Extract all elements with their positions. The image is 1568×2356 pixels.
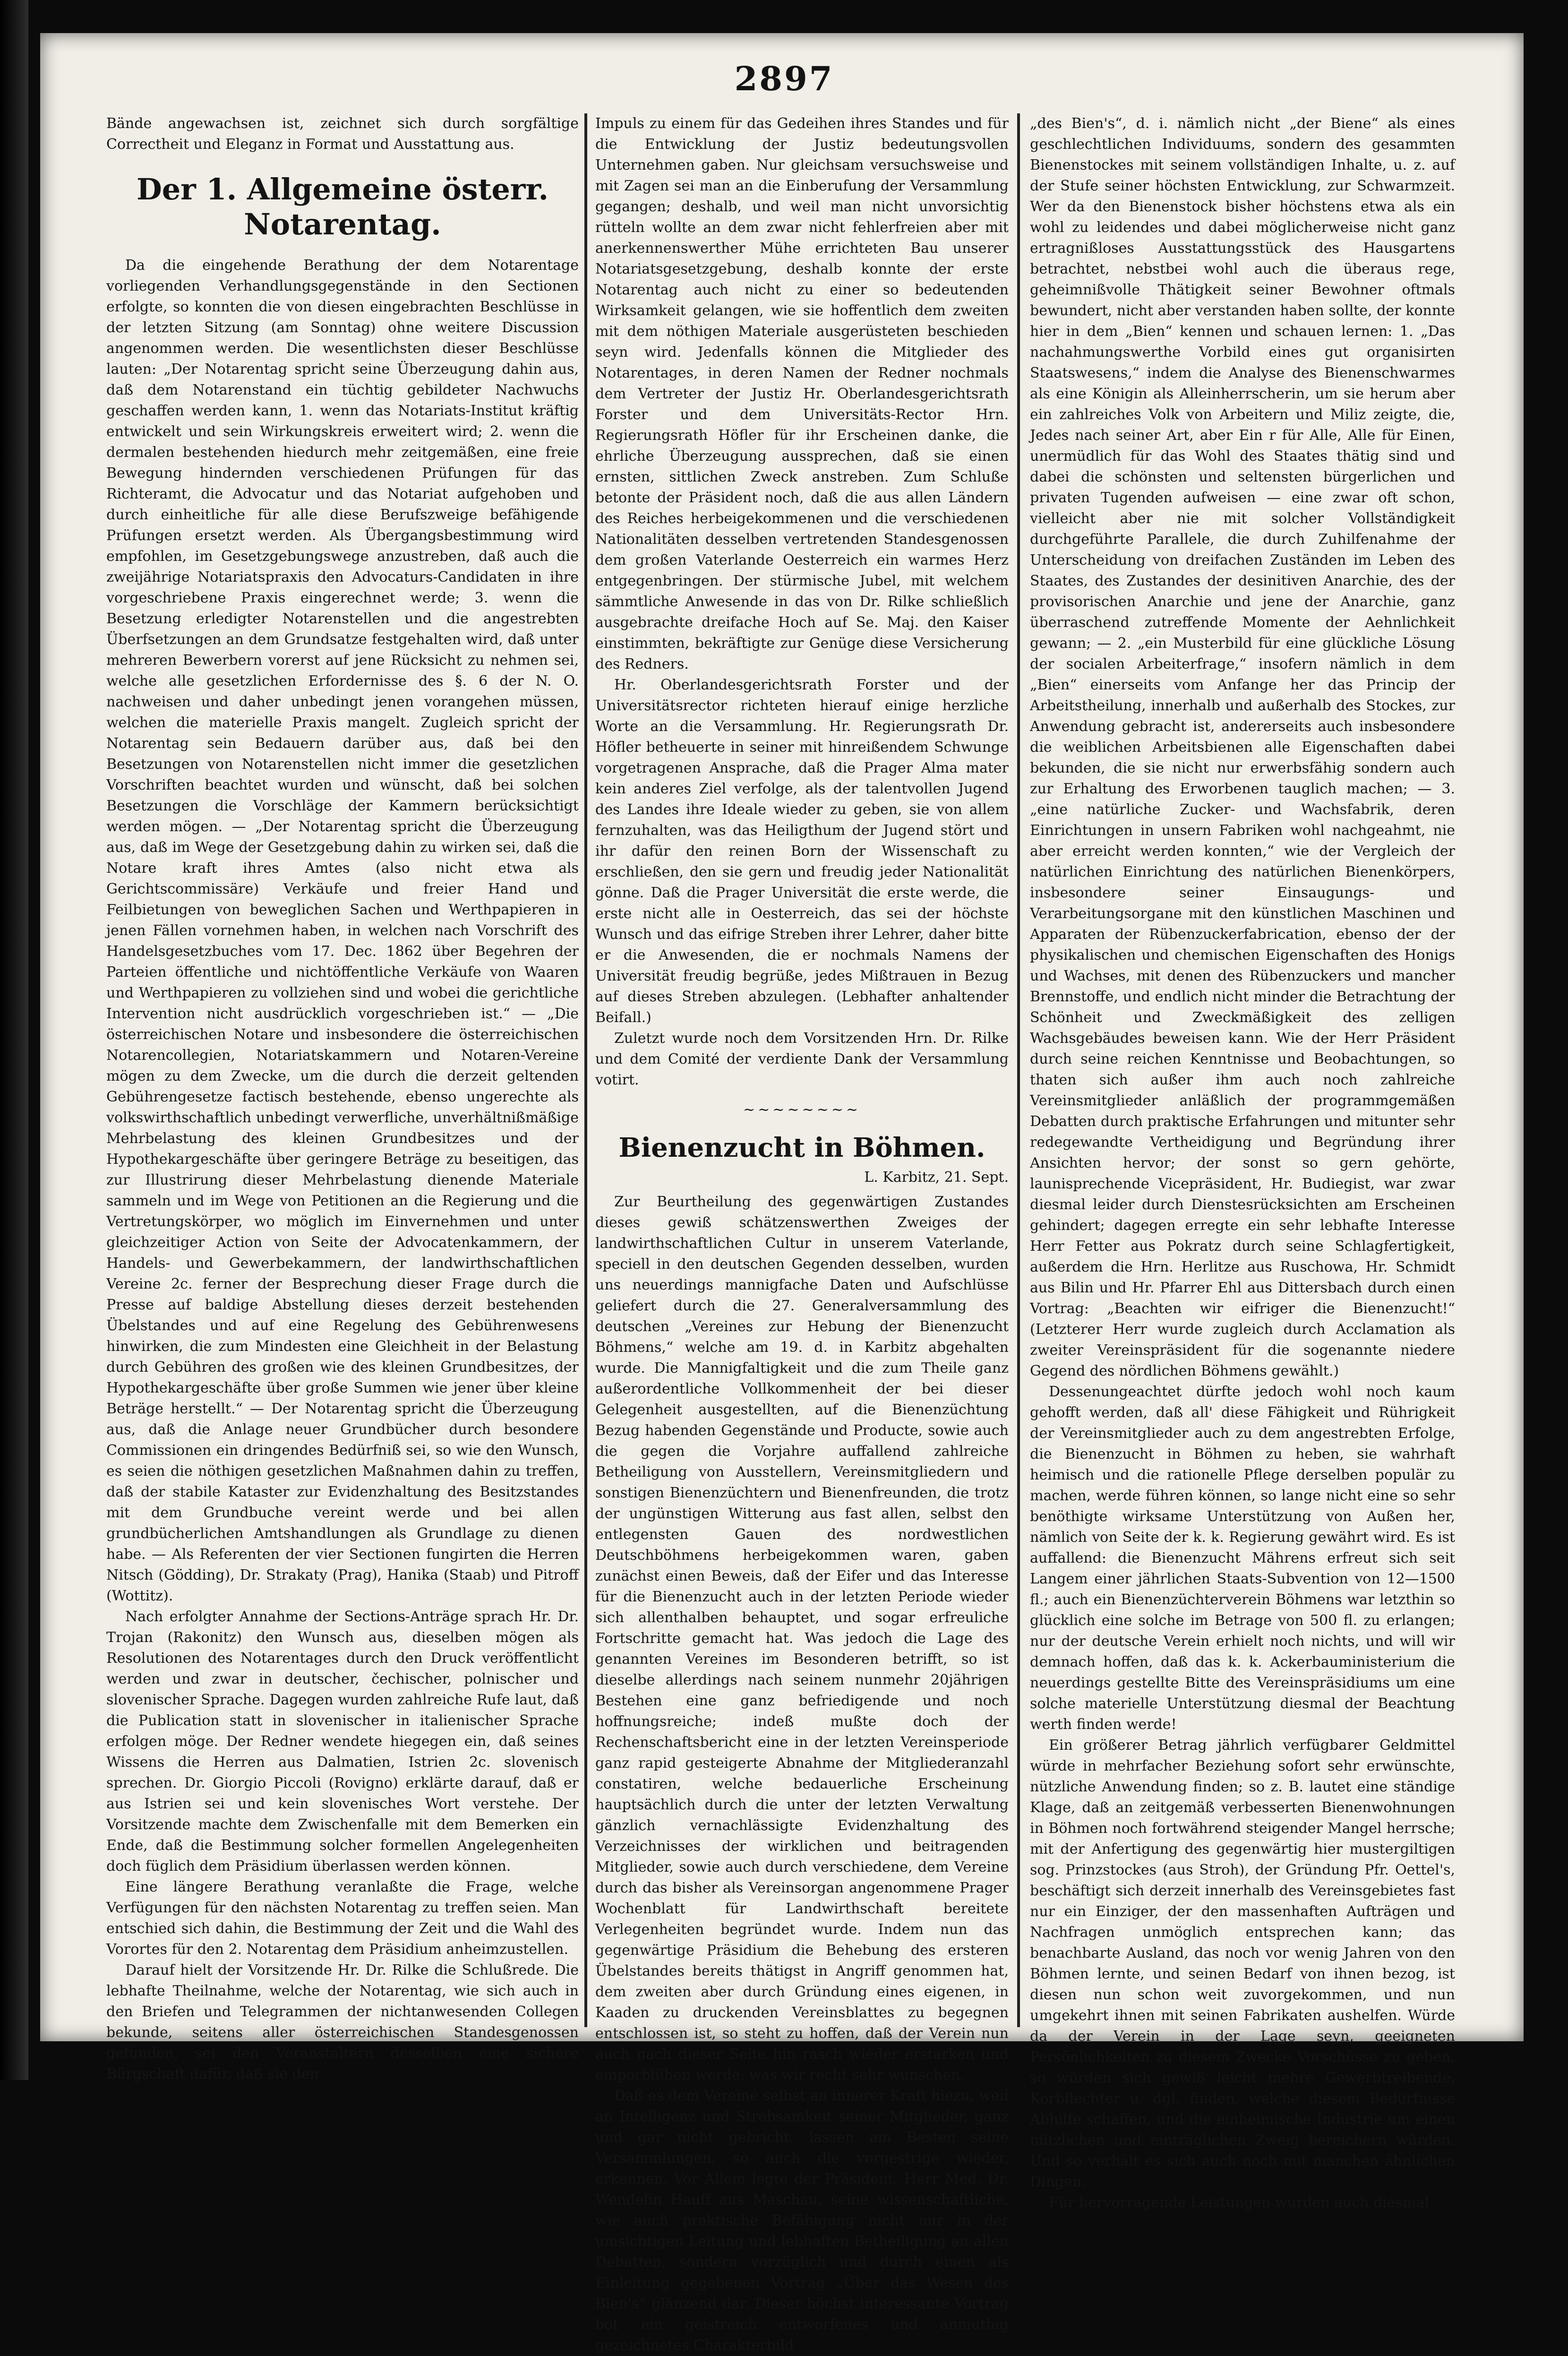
paragraph: Da die eingehende Berathung der dem Notarentage vorliegenden Verhandlungsgegenstände in den Sectionen erfolgte, so konnten die von diesen eingebrachten Beschlüsse in der letzten Sitzung (am Sonntag) ohne weitere Discussion angenommen werden. Die wesentlichsten dieser Beschlüsse lauten: „Der Notarentag spricht seine Überzeugung dahin aus, daß dem Notarenstand ein tüchtig gebildeter Nachwuchs geschaffen werden kann, 1. wenn das Notariats-Institut kräftig entwickelt und sein Wirkungskreis erweitert wird; 2. wenn die dermalen bestehenden hiedurch mehr zeitgemäßen, eine freie Bewegung hindernden verschiedenen Prüfungen für das Richteramt, die Advocatur und das Notariat aufgehoben und durch einheitliche für alle diese Berufszweige befähigende Prüfungen ersetzt werden. Als Übergangsbestimmung wird empfohlen, im Gesetzgebungswege anzustreben, daß auch die zweijährige Notariatspraxis den Advocaturs-Candidaten in ihre vorgeschriebene Praxis eingerechnet werde; 3. wenn die Besetzung erledigter Notarenstellen und die angestrebten Überfsetzungen an dem Grundsatze festgehalten wird, daß unter mehreren Bewerbern vorerst auf jene Rücksicht zu nehmen sei, welche alle gesetzlichen Erfordernisse des §. 6 der N. O. nachweisen und daher unbedingt jenen vorangehen müssen, welchen die materielle Praxis mangelt. Zugleich spricht der Notarentag sein Bedauern darüber aus, daß bei den Besetzungen von Notarenstellen nicht immer die gesetzlichen Vorschriften beachtet wurden und wünscht, daß bei solchen Besetzungen die Vorschläge der Kammern berücksichtigt werden mögen. — „Der Notarentag spricht die Überzeugung aus, daß im Wege der Gesetzgebung dahin zu wirken sei, daß die Notare kraft ihres Amtes (also nicht etwa als Gerichtscommissäre) Verkäufe und freier Hand und Feilbietungen von beweglichen Sachen und Werthpapieren in jenen Fällen vornehmen haben, in welchen nach Vorschrift des Handelsgesetzbuches vom 17. Dec. 1862 über Begehren der Parteien öffentliche und nichtöffentliche Verkäufe von Waaren und Werthpapieren zu vollziehen sind und wobei die gerichtliche Intervention nicht ausdrücklich vorgeschrieben ist.“ — „Die österreichischen Notare und insbesondere die österreichischen Notarencollegien, Notariatskammern und Notaren-Vereine mögen zu dem Zwecke, um die durch die derzeit geltenden Gebührengesetze factisch bestehende, ebenso ungerechte als volkswirthschaftlich unbedingt verwerfliche, unverhältnißmäßige Mehrbelastung des kleinen Grundbesitzes und der Hypothekargeschäfte über geringere Beträge zu beseitigen, das zur Illustrirung dieser Mehrbelastung dienende Materiale sammeln und im Wege von Petitionen an die Regierung und die Vertretungskörper, wo möglich im Einvernehmen und unter gleichzeitiger Action von Seite der Advocatenkammern, der Handels- und Gewerbekammern, der landwirthschaftlichen Vereine 2c. ferner der Besprechung dieser Frage durch die Presse auf baldige Abstellung dieses derzeit bestehenden Übelstandes und auf eine Regelung des Gebührenwesens hinwirken, die zum Mindesten eine Gleichheit in der Belastung durch Gebühren des großen wie des kleinen Grundbesitzes, der Hypothekargeschäfte über große Summen wie jener über kleine Beträge herstellt.“ — Der Notarentag spricht die Überzeugung aus, daß die Anlage neuer Grundbücher durch besondere Commissionen ein dringendes Bedürfniß sei, so wie den Wunsch, es seien die nöthigen gesetzlichen Maßnahmen dahin zu treffen, daß der stabile Kataster zur Evidenzhaltung des Besitzstandes mit dem Grundbuche vereint werde und bei allen grundbücherlichen Amtshandlungen als Grundlage zu dienen habe. — Als Referenten der vier Sectionen fungirten die Herren Nitsch (Gödding), Dr. Strakaty (Prag), Hanika (Staab) und Pitroff (Wottitz). — [106, 257, 579, 1604]
paragraph: Hr. Oberlandesgerichtsrath Forster und der Universitätsrector richteten hierauf einige herzliche Worte an die Versammlung. Hr. Regierungsrath Dr. Höfler betheuerte in seiner mit hinreißendem Schwunge vorgetragenen Ansprache, daß die Prager Alma mater kein anderes Ziel verfolge, als der talentvollen Jugend des Landes ihre Ideale wieder zu geben, sie von allem fernzuhalten, was das Heiligthum der Jugend stört und ihr dafür den reinen Born der Wissenschaft zu erschließen, den sie gern und freudig jeder Nationalität gönne. Daß die Prager Universität die erste werde, die erste nicht alle in Oesterreich, das sei der höchste Wunsch und das eifrige Streben ihrer Lehrer, daher bitte er die Anwesenden, die er nochmals Namens der Universität freudig begrüße, jedes Mißtrauen in Bezug auf dieses Streben abzulegen. (Lebhafter anhaltender Beifall.) — [595, 677, 1009, 1026]
paragraph: Dessenungeachtet dürfte jedoch wohl noch kaum gehofft werden, daß all' diese Fähigkeit und Rührigkeit der Vereinsmitglieder auch zu dem angestrebten Erfolge, die Bienenzucht in Böhmen zu heben, sie wahrhaft heimisch und die rationelle Pflege derselben populär zu machen, werde führen können, so lange nicht eine so sehr benöthigte wirksame Unterstützung von Außen her, nämlich von Seite der k. k. Regierung gewährt wird. Es ist auffallend: die Bienenzucht Mährens erfreut sich seit Langem einer jährlichen Staats-Subvention von 12—1500 fl.; auch ein Bienenzüchterverein Böhmens war letzthin so glücklich eine solche im Betrage von 500 fl. zu erlangen; nur der deutsche Verein erhielt noch nichts, und will wir demnach hoffen, daß das k. k. Ackerbauministerium die neuerdings gestellte Bitte des Vereinspräsidiums um eine solche materielle Unterstützung diesmal der Beachtung werth finden werde! — [1030, 1384, 1455, 1733]
article-heading: Bienenzucht in Böhmen. — [618, 1132, 985, 1163]
column-left — [106, 113, 579, 2082]
paragraph: Zur Beurtheilung des gegenwärtigen Zustandes dieses gewiß schätzenswerthen Zweiges der landwirthschaftlichen Cultur in unserem Vaterlande, speciell in den deutschen Gegenden desselben, wurden uns neuerdings mannigfache Daten und Aufschlüsse geliefert durch die 27. Generalversammlung des deutschen „Vereines zur Hebung der Bienenzucht Böhmens,“ welche am 19. d. in Karbitz abgehalten wurde. Die Mannigfaltigkeit und die zum Theile ganz außerordentliche Vollkommenheit der bei dieser Gelegenheit ausgestellten, auf die Bienenzüchtung Bezug habenden Gegenstände und Producte, sowie auch die gegen die Vorjahre auffallend zahlreiche Betheiligung von Ausstellern, Vereinsmitgliedern und sonstigen Bienenzüchtern und Bienenfreunden, die trotz der ungünstigen Witterung aus fast allen, selbst den entlegensten Gauen des nordwestlichen Deutschböhmens herbeigekommen waren, gaben zunächst einen Beweis, daß der Eifer und das Interesse für die Bienenzucht auch in der letzten Periode wieder sich allenthalben behauptet, und sogar erfreuliche Fortschritte gemacht hat. Was jedoch die Lage des genannten Vereines im Besonderen betrifft, so ist dieselbe allerdings nach seinem nunmehr 20jährigen Bestehen eine ganz befriedigende und noch hoffnungsreiche; indeß mußte doch der Rechenschaftsbericht eine in der letzten Vereinsperiode ganz rapid gesteigerte Abnahme der Mitgliederanzahl constatiren, welche bedauerliche Erscheinung hauptsächlich durch die unter der letzten Verwaltung gänzlich vernachlässigte Evidenzhaltung des Verzeichnisses der wirklichen und beitragenden Mitglieder, sowie auch durch verschiedene, dem Vereine durch das bisher als Vereinsorgan angenommene Prager Wochenblatt für Landwirthschaft bereitete Verlegenheiten begründet wurde. Indem nun das gegenwärtige Präsidium die Behebung des ersteren Übelstandes bereits thätigst in Angriff genommen hat, dem zweiten aber durch Gründung eines eigenen, in Kaaden zu druckenden Vereinsblattes zu begegnen entschlossen ist, so steht zu hoffen, daß der Verein nun auch nach dieser Seite hin rasch wieder erstarken und emporblühen werde, was wir recht sehr wünschen. — [595, 1194, 1009, 2083]
paragraph: „des Bien's“, d. i. nämlich nicht „der Biene“ als eines geschlechtlichen Individuums, sondern des gesammten Bienenstockes mit seinem vollständigen Inhalte, u. z. auf der Stufe seiner höchsten Entwicklung, zur Schwarmzeit. Wer da den Bienenstock bisher höchstens etwa als ein wohl zu leidendes und dabei möglicherweise nicht ganz ertragnißloses Ausstattungsstück des Hausgartens betrachtet, nebstbei wohl auch die überaus rege, geheimnißvolle Thätigkeit seiner Bewohner oftmals bewundert, nicht aber verstanden haben sollte, der konnte hier in dem „Bien“ kennen und schauen lernen: 1. „Das nachahmungswerthe Vorbild eines gut organisirten Staatswesens,“ indem die Analyse des Bienenschwarmes als eine Königin als Alleinherrscherin, um sie herum aber ein zahlreiches Volk von Arbeitern und Miliz zeigte, die, Jedes nach seiner Art, aber Ein r für Alle, Alle für Einen, unermüdlich für das Wohl des Staates thätig sind und dabei die schönsten und seltensten bürgerlichen und privaten Tugenden aufweisen — eine zwar oft schon, vielleicht aber nie mit solcher Vollständigkeit durchgeführte Parallele, die durch Zuhilfenahme der Unterscheidung von dreifachen Zuständen im Leben des Staates, des Zustandes der desinitiven Anarchie, des der provisorischen Anarchie und jene der Anarchie, ganz überraschend zutreffende Momente der Aehnlichkeit gewann; — 2. „ein Musterbild für eine glückliche Lösung der socialen Arbeiterfrage,“ insofern nämlich in dem „Bien“ einerseits vom Anfange her das Princip der Arbeitstheilung, innerhalb und außerhalb des Stockes, zur Anwendung gebracht ist, andererseits auch insbesondere die weiblichen Arbeitsbienen alle Eigenschaften dabei bekunden, die sie nicht nur erwerbsfähig sondern auch zur Erhaltung des Erworbenen tauglich machen; — 3. „eine natürliche Zucker- und Wachsfabrik, deren Einrichtungen in unsern Fabriken wohl nachgeahmt, nie aber erreicht werden konnten,“ wie der Vergleich der natürlichen Einrichtung des natürlichen Bienenkörpers, insbesondere seiner Einsaugungs- und Verarbeitungsorgane mit den künstlichen Maschinen und Apparaten der Rübenzuckerfabrication, ebenso der der physikalischen und chemischen Eigenschaften des Honigs und Wachses, mit denen des Rübenzuckers und mancher Brennstoffe, und endlich nicht minder die Betrachtung der Schönheit und Zweckmäßigkeit des zelligen Wachsgebäudes beweisen kann. Wie der Herr Präsident durch seine reichen Kenntnisse und Beobachtungen, so thaten sich außer ihm auch noch zahlreiche Vereinsmitglieder anläßlich der programmgemäßen Debatten durch praktische Erfahrungen und mitunter sehr redegewandte Vertheidigung und Begründung ihrer Ansichten hervor; der sonst so gern gehörte, launisprechende Vicepräsident, Hr. Budiegist, war zwar diesmal leider durch Dienstesrücksichten am Erscheinen gehindert; dagegen erregte ein sehr lebhafte Interesse Herr Fetter aus Pokratz durch seine Schlagfertigkeit, außerdem die Hrn. Herlitze aus Ruschowa, Hr. Schmidt aus Bilin und Hr. Pfarrer Ehl aus Dittersbach durch einen Vortrag: „Beachten wir eifriger die Bienenzucht!“ (Letzterer Herr wurde zugleich durch Acclamation als zweiter Vereinspräsident für die sogenannte niedere Gegend des nördlichen Böhmens gewählt.) — [1030, 115, 1455, 1379]
paragraph: Ein größerer Betrag jährlich verfügbarer Geldmittel würde in mehrfacher Beziehung sofort sehr erwünschte, nützliche Anwendung finden; so z. B. lautet eine ständige Klage, daß an zeitgemäß verbesserten Bienenwohnungen in Böhmen noch fortwährend steigender Mangel herrsche; mit der Anfertigung des gegenwärtig hier mustergiltigen sog. Prinzstockes (aus Stroh), der Gründung Pfr. Oettel's, beschäftigt sich derzeit innerhalb des Vereinsgebietes fast nur ein Einziger, der den massenhaften Aufträgen und Nachfragen unmöglich entsprechen kann; das benachbarte Ausland, das noch vor wenig Jahren von den Böhmen lernte, und seinen Bedarf von ihnen bezog, ist diesen nun schon weit zuvorgekommen, und nun umgekehrt ihnen mit seinen Fabrikaten aushelfen. Würde da der Verein in der Lage seyn, geeigneten Persönlichkeiten zu diesem Zwecke Vorschüsse zu geben, so würden sich gewiß leicht mehre Gewerbtreibende, Korbflechter u. dgl. finden, welche diesem Bedürfnisse Abhilfe schaffen, und die einheimische Industrie um einen nützlichen und einträglichen Zweig bereichern würden. Und so verhält es sich auch noch mit manchen ähnlichen Dingen. — [1030, 1737, 1455, 2190]
dateline: L. Karbitz, 21. Sept. — [864, 1169, 1009, 1186]
column-middle — [595, 113, 1009, 2354]
column-rule — [1017, 113, 1020, 2027]
column-right — [1030, 113, 1455, 2211]
paragraph: Daß es dem Vereine selbst an innerer Kraft hiezu, weil an Intelligenz und Strebsamkeit seiner Mitglieder, ganz und gar nicht gebricht, lassen am Besten seine Versammlungen, so auch die vorgestrige wieder, erkennen. Vor Allem legte der Präsident, Herr Med. Dr. Wendelin Hauff aus Maschau, seine wissenschaftliche, wie auch praktische Befähigung nicht nur in der umsichtigen Leitung und lebhaften Betheiligung an allen Debatten, sondern vorzüglich und durch einen als Einleitung gegebenen Vortrag „Über das Wesen des Bien's“ glänzend dar. Dieser höchst interessante Vortrag bot ein geistreich entworfenes und anmuthig gezeichnetes Charakterbild — [595, 2088, 1009, 2354]
column-rule — [584, 113, 587, 2027]
binding-edge — [0, 0, 28, 2080]
page-number: 2897 — [734, 59, 834, 98]
paragraph: Eine längere Berathung veranlaßte die Frage, welche Verfügungen für den nächsten Notarentag zu treffen seien. Man entschied sich dahin, die Bestimmung der Zeit und die Wahl des Vorortes für den 2. Notarentag dem Präsidium anheimzustellen. — [106, 1879, 579, 1958]
paragraph: Bände angewachsen ist, zeichnet sich durch sorgfältige Correctheit und Eleganz in Format und Ausstattung aus. — [106, 115, 579, 153]
paragraph: Impuls zu einem für das Gedeihen ihres Standes und für die Entwicklung der Justiz bedeutungsvollen Unternehmen gaben. Nur gleichsam versuchsweise und mit Zagen sei man an die Einberufung der Versammlung gegangen; deshalb, und weil man nicht unvorsichtig rütteln wollte an dem zwar nicht fehlerfreien aber mit anerkennenswerther Mühe errichteten Bau unserer Notariatsgesetzgebung, deshalb konnte der erste Notarentag auch nicht zu einer so bedeutenden Wirksamkeit gelangen, wie sie hoffentlich dem zweiten mit dem nöthigen Materiale ausgerüsteten beschieden seyn wird. Jedenfalls können die Mitglieder des Notarentages, in deren Namen der Redner nochmals dem Vertreter der Justiz Hr. Oberlandesgerichtsrath Forster und dem Universitäts-Rector Hrn. Regierungsrath Höfler für ihr Erscheinen danke, die ehrliche Überzeugung aussprechen, daß sie einen ernsten, sittlichen Zweck anstreben. Zum Schluße betonte der Präsident noch, daß die aus allen Ländern des Reiches herbeigekommenen und die verschiedenen Nationalitäten desselben vertretenden Standesgenossen dem großen Vaterlande Oesterreich ein warmes Herz entgegenbringen. Der stürmische Jubel, mit welchem sämmtliche Anwesende in das von Dr. Rilke schließlich ausgebrachte dreifache Hoch auf Se. Maj. den Kaiser einstimmten, bekräftigte zur Genüge diese Versicherung des Redners. — [595, 115, 1009, 672]
paragraph: Darauf hielt der Vorsitzende Hr. Dr. Rilke die Schlußrede. Die lebhafte Theilnahme, welche der Notarentag, wie sich auch in den Briefen und Telegrammen der nichtanwesenden Collegen bekunde, seitens aller österreichischen Standesgenossen gefunden, sei den Veranstaltern desselben eine sichere Bürgschaft dafür, daß sie den — [106, 1962, 579, 2082]
paragraph: Zuletzt wurde noch dem Vorsitzenden Hrn. Dr. Rilke und dem Comité der verdiente Dank der Versammlung votirt. — [595, 1030, 1009, 1088]
paragraph: Nach erfolgter Annahme der Sections-Anträge sprach Hr. Dr. Trojan (Rakonitz) den Wunsch aus, dieselben mögen als Resolutionen des Notarentages durch den Druck veröffentlicht werden und zwar in deutscher, čechischer, polnischer und slovenischer Sprache. Dagegen wurden zahlreiche Rufe laut, daß die Publication statt in slovenischer in italienischer Sprache erfolgen möge. Der Redner wendete hiegegen ein, daß seines Wissens die Herren aus Dalmatien, Istrien 2c. slovenisch sprechen. Dr. Giorgio Piccoli (Rovigno) erklärte darauf, daß er aus Istrien sei und kein slovenisches Wort verstehe. Der Vorsitzende machte dem Zwischenfalle mit dem Bemerken ein Ende, daß die Bestimmung solcher formellen Angelegenheiten doch füglich dem Präsidium überlassen werden können. — [106, 1608, 579, 1874]
paragraph: Für hervorragende Leistungen wurden auch diesmal — [1049, 2194, 1429, 2211]
ornament-divider: ~~~~~~~~ — [743, 1101, 861, 1118]
article-heading: Der 1. Allgemeine österr. Notarentag. — [136, 172, 549, 241]
newspaper-page — [40, 33, 1524, 2354]
